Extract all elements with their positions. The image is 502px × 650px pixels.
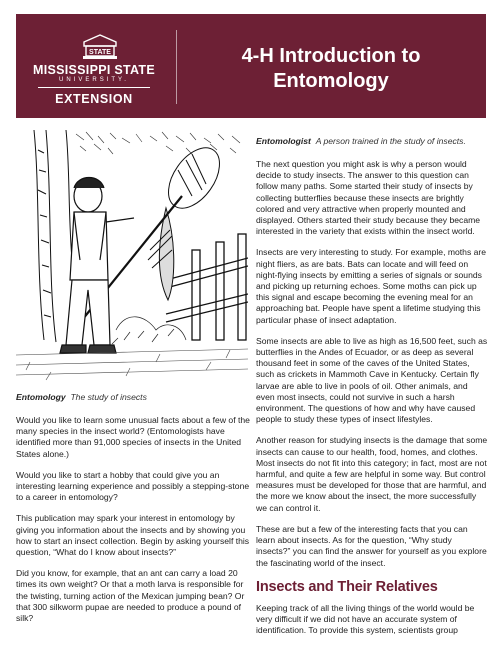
banner-divider	[176, 30, 177, 104]
header-banner	[16, 14, 486, 118]
definition-term: Entomologist	[256, 136, 311, 146]
page-title	[196, 44, 466, 94]
left-paragraph: Did you know, for example, that an ant can carry a load 20 times its own weight? Or that a moth larva is responsible for the twisting, turning action of the Mexican jumping bean? Or that 300 silkworm pupae are needed to produce a pound of silk?	[16, 568, 245, 624]
section-heading: Insects and Their Relatives	[256, 578, 438, 595]
right-paragraph: Some insects are able to live as high as 16,500 feet, such as butterflies in the Andes of Ecuador, or as deep as several thousand feet in some of the caves of the United States, such as crickets in Mammoth Cave in Kentucky. Certain fly larvae are able to live in pools of oil. Other animals, and even most insects, could not survive in such a harsh environment. The questions of how and why have caused people to study these types of insect lifestyles.	[256, 335, 488, 425]
right-paragraph: The next question you might ask is why a person would decide to study insects. The answer to this question can follow many paths. Some started their study of insects by collecting butterflies because these insects are brightly colored and very attractive when properly mounted and displayed. Others started their study because they became interested in the variety that exists within the insect world.	[256, 159, 481, 237]
entomology-definition	[16, 392, 252, 403]
left-paragraph: Would you like to learn some unusual facts about a few of the many species in the insect world? (Entomologists have identified more than 91,000 species of insects in the United States alone.)	[16, 415, 250, 459]
logo-university-name: MISSISSIPPI STATE	[32, 63, 156, 77]
logo-extension: EXTENSION	[55, 92, 133, 106]
section-paragraph: Keeping track of all the living things of the world would be very difficult if we did not have an accurate system of identification. To provide this system, scientists group	[256, 602, 475, 636]
right-column	[256, 136, 488, 646]
page-title-line1: 4-H Introduction to	[241, 45, 421, 67]
svg-text:STATE: STATE	[89, 49, 111, 56]
right-paragraph: Insects are very interesting to study. For example, moths are night fliers, as are bats. Bats can locate and will feed on night-flying insects by emitting a series of signals or sounds and picking up returning echoes. Some moths can pick up this signal and escape becoming the evening meal for an approaching bat. People have spent a lifetime studying this particular phase of insect adaptation.	[256, 247, 487, 325]
left-column	[16, 392, 252, 634]
definition-text: The study of insects	[70, 392, 147, 402]
right-paragraph: Another reason for studying insects is the damage that some insects can cause to our health, food, homes, and clothes. Most insects do not fit into this category; in fact, most are not harmful, and quite a few are helpful in some way. But control measures must be developed for those that are harmful, and the more we know about the insect, the more successfully we can control it.	[256, 435, 488, 513]
definition-text: A person trained in the study of insects.	[315, 136, 466, 146]
logo-divider	[38, 87, 150, 88]
right-paragraph: These are but a few of the interesting facts that you can learn about insects. As for the question, “Why study insects?” you can find the answer for yourself as you explore the fascinating world of the insect.	[256, 523, 487, 568]
illustration-drawing	[16, 130, 248, 388]
state-seal-icon	[82, 34, 118, 60]
boy-with-butterfly-net-illustration	[16, 130, 248, 388]
logo-university-sub: UNIVERSITY.	[59, 77, 129, 83]
page-title-line2: Entomology	[273, 70, 389, 92]
entomologist-definition	[256, 136, 488, 147]
left-paragraph: Would you like to start a hobby that could give you an interesting learning experience and possibly a stepping-stone to a career in entomology?	[16, 469, 250, 503]
definition-term: Entomology	[16, 392, 66, 402]
university-logo	[16, 14, 172, 118]
left-paragraph: This publication may spark your interest in entomology by giving you information about the insects and by showing you how to start an insect collection. Begin by asking yourself this question, “What do I know about insects?”	[16, 513, 250, 558]
